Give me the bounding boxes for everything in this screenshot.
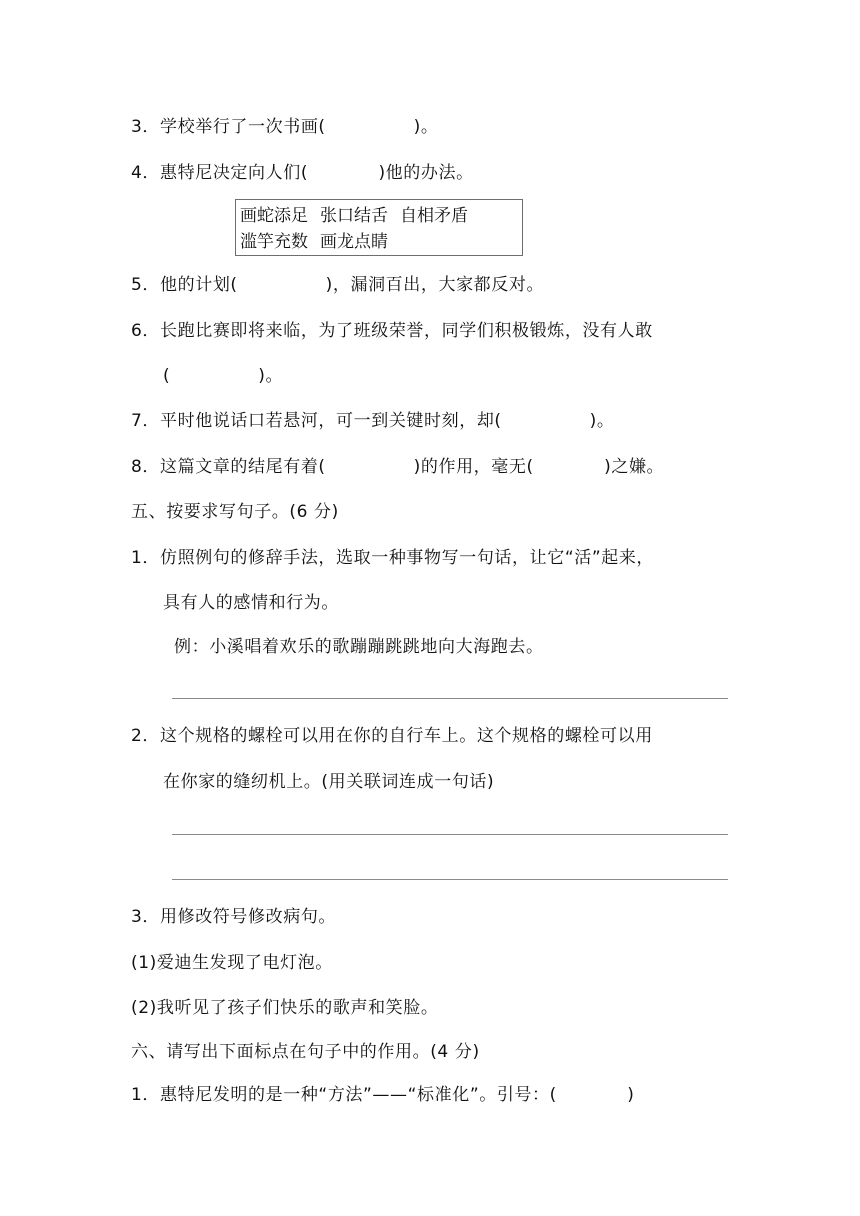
question-4-5: 5．他的计划( )，漏洞百出，大家都反对。 (131, 275, 545, 295)
word-bank-row-1 (240, 204, 480, 228)
question-5-3: 3．用修改符号修改病句。 (131, 907, 337, 927)
question-4-4: 4．惠特尼决定向人们( )他的办法。 (131, 163, 474, 183)
question-5-3-2: (2)我听见了孩子们快乐的歌声和笑脸。 (131, 998, 439, 1018)
word-bank-item: 张口结舌 (320, 206, 388, 226)
answer-line[interactable] (172, 834, 728, 835)
answer-line[interactable] (172, 698, 728, 699)
word-bank-item: 画蛇添足 (240, 206, 308, 226)
word-bank-item: 画龙点睛 (320, 232, 388, 252)
section-6-heading: 六、请写出下面标点在句子中的作用。(4 分) (131, 1042, 480, 1062)
question-4-6-line-1: 6．长跑比赛即将来临，为了班级荣誉，同学们积极锻炼，没有人敢 (131, 321, 653, 341)
answer-line[interactable] (172, 879, 728, 880)
question-5-2-line-2: 在你家的缝纫机上。(用关联词连成一句话) (163, 772, 495, 792)
word-bank-row-2 (240, 230, 400, 254)
word-bank-box (235, 199, 523, 256)
section-5-heading: 五、按要求写句子。(6 分) (131, 502, 339, 522)
question-5-2-line-1: 2．这个规格的螺栓可以用在你的自行车上。这个规格的螺栓可以用 (131, 726, 653, 746)
question-4-8: 8．这篇文章的结尾有着( )的作用，毫无( )之嫌。 (131, 457, 665, 477)
question-5-1-example: 例：小溪唱着欢乐的歌蹦蹦跳跳地向大海跑去。 (174, 637, 544, 657)
question-4-3: 3．学校举行了一次书画( )。 (131, 117, 439, 137)
question-4-7: 7．平时他说话口若悬河，可一到关键时刻，却( )。 (131, 411, 615, 431)
word-bank-item: 自相矛盾 (400, 206, 468, 226)
question-4-6-line-2: ( )。 (163, 366, 284, 386)
word-bank-item: 滥竽充数 (240, 232, 308, 252)
question-5-1-line-2: 具有人的感情和行为。 (163, 593, 339, 613)
question-5-3-1: (1)爱迪生发现了电灯泡。 (131, 953, 333, 973)
question-6-1: 1．惠特尼发明的是一种“方法”——“标准化”。引号：( ) (131, 1085, 635, 1105)
question-5-1-line-1: 1．仿照例句的修辞手法，选取一种事物写一句话，让它“活”起来， (131, 548, 655, 568)
